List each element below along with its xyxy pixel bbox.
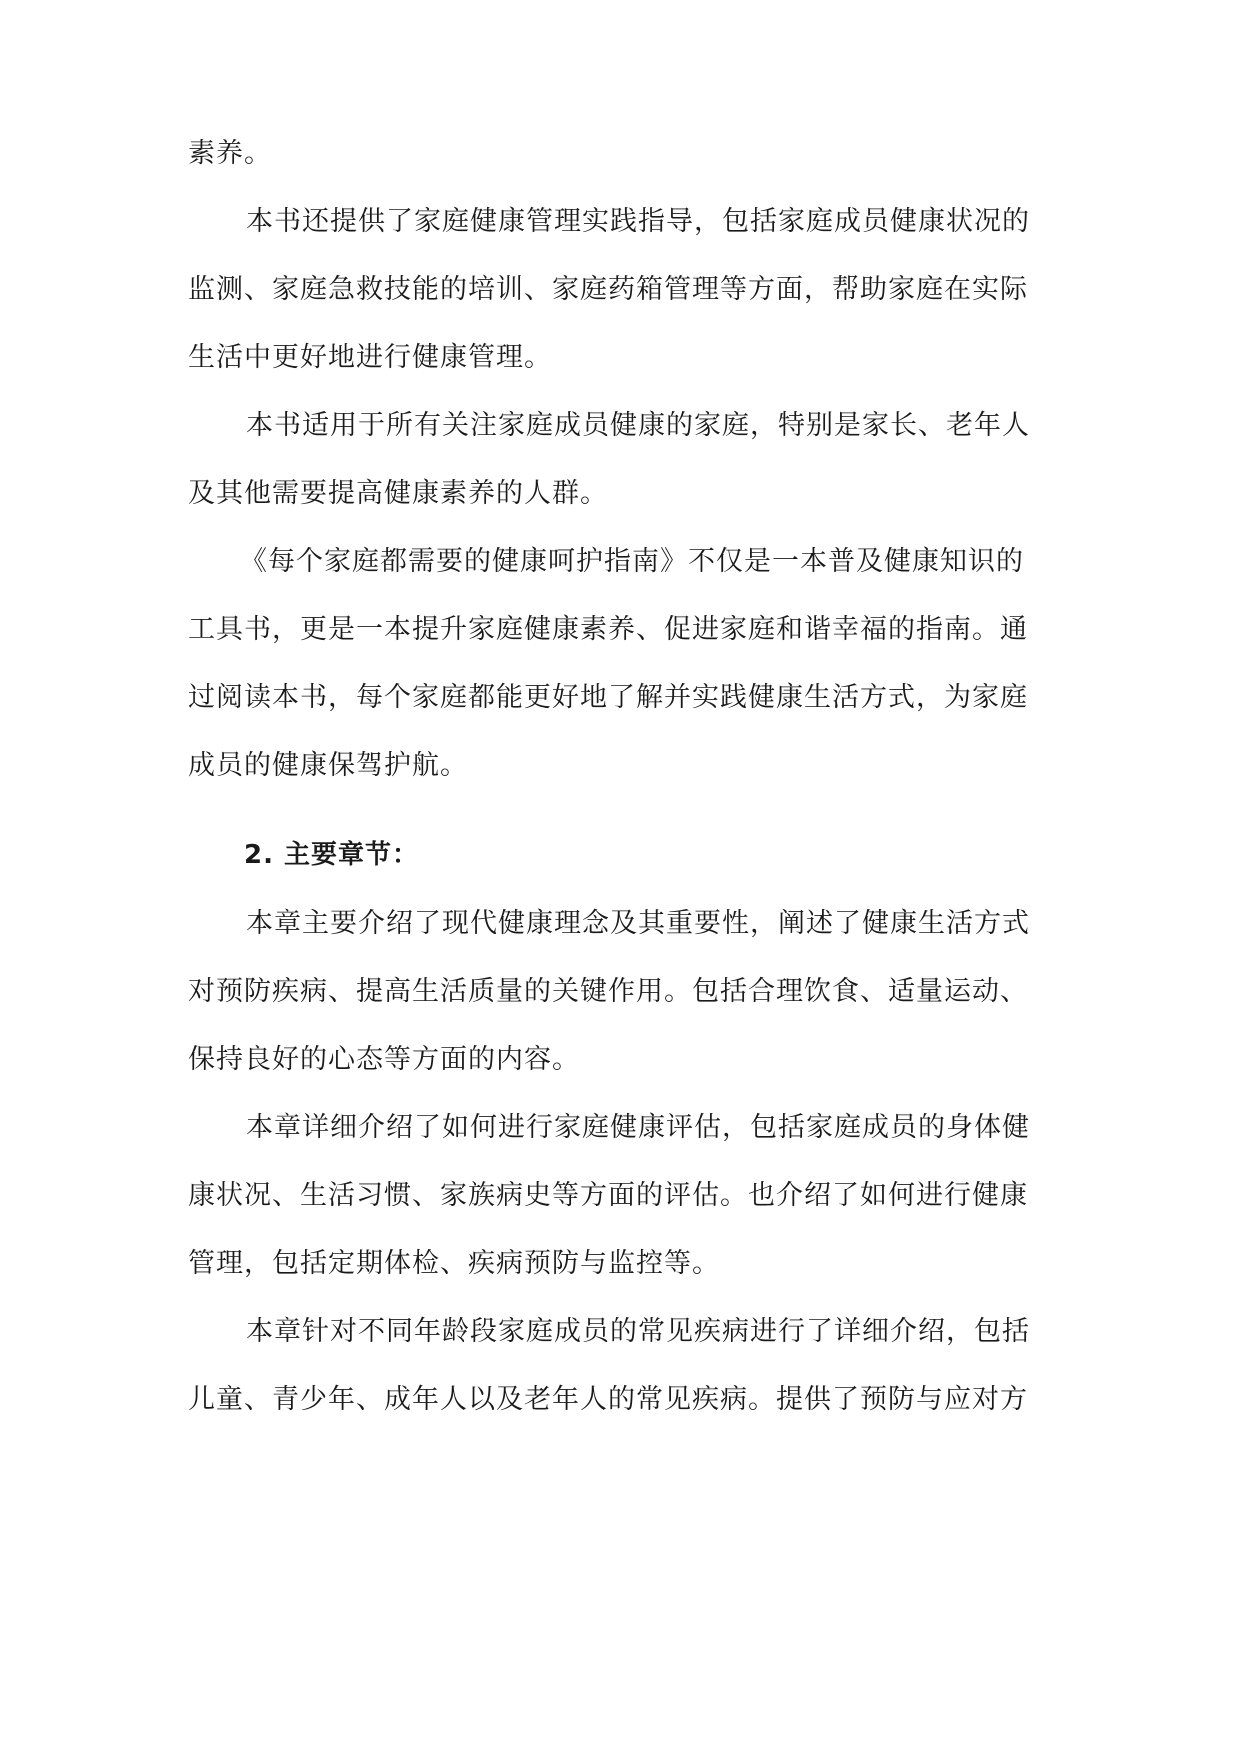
paragraph-line: 本章主要介绍了现代健康理念及其重要性，阐述了健康生活方式 — [246, 908, 1030, 939]
paragraph-line: 监测、家庭急救技能的培训、家庭药箱管理等方面，帮助家庭在实际 — [188, 274, 1028, 305]
paragraph-line: 过阅读本书，每个家庭都能更好地了解并实践健康生活方式，为家庭 — [188, 682, 1028, 713]
paragraph-line: 本书还提供了家庭健康管理实践指导，包括家庭成员健康状况的 — [246, 206, 1030, 237]
paragraph-line: 本书适用于所有关注家庭成员健康的家庭，特别是家长、老年人 — [246, 410, 1030, 441]
paragraph-line: 成员的健康保驾护航。 — [188, 750, 468, 781]
paragraph-line: 工具书，更是一本提升家庭健康素养、促进家庭和谐幸福的指南。通 — [188, 614, 1028, 645]
paragraph-line: 本章详细介绍了如何进行家庭健康评估，包括家庭成员的身体健 — [246, 1112, 1030, 1143]
section-heading: 2. 主要章节： — [244, 840, 420, 870]
paragraph-line: 及其他需要提高健康素养的人群。 — [188, 478, 608, 509]
paragraph-line: 本章针对不同年龄段家庭成员的常见疾病进行了详细介绍，包括 — [246, 1316, 1030, 1347]
paragraph-line: 对预防疾病、提高生活质量的关键作用。包括合理饮食、适量运动、 — [188, 976, 1028, 1007]
paragraph-continuation-line: 素养。 — [188, 138, 272, 169]
paragraph-line: 康状况、生活习惯、家族病史等方面的评估。也介绍了如何进行健康 — [188, 1180, 1028, 1211]
paragraph-line: 生活中更好地进行健康管理。 — [188, 342, 552, 373]
paragraph-line: 《每个家庭都需要的健康呵护指南》不仅是一本普及健康知识的 — [240, 546, 1024, 577]
paragraph-line: 管理，包括定期体检、疾病预防与监控等。 — [188, 1248, 720, 1279]
paragraph-line: 儿童、青少年、成年人以及老年人的常见疾病。提供了预防与应对方 — [188, 1384, 1028, 1415]
paragraph-line: 保持良好的心态等方面的内容。 — [188, 1044, 580, 1075]
